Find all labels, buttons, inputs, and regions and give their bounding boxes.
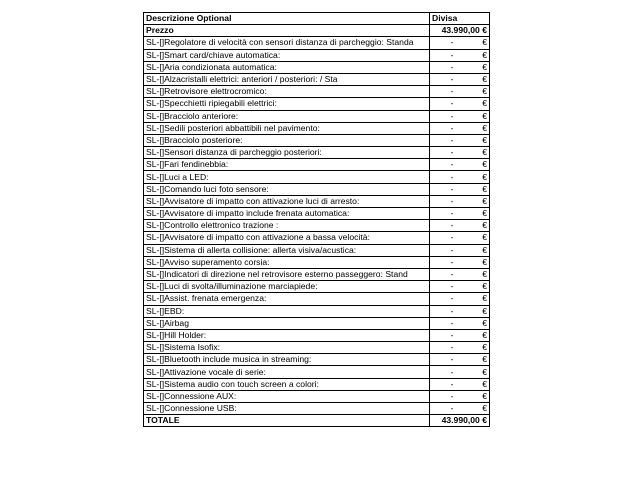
option-label: SL-[]Sistema audio con touch screen a colori: bbox=[144, 378, 430, 390]
table-row bbox=[144, 378, 490, 390]
option-price-dash: - bbox=[450, 134, 454, 145]
option-price-dash: - bbox=[450, 329, 454, 340]
option-price-cell bbox=[430, 61, 490, 73]
option-currency-symbol: € bbox=[482, 208, 487, 219]
option-price-dash: - bbox=[450, 220, 454, 231]
option-currency-symbol: € bbox=[482, 183, 487, 194]
option-price-cell bbox=[430, 110, 490, 122]
option-currency-symbol: € bbox=[482, 366, 487, 377]
option-label: SL-[]Luci a LED: bbox=[144, 171, 430, 183]
table-row bbox=[144, 49, 490, 61]
option-label: SL-[]Luci di svolta/illuminazione marciapiede: bbox=[144, 281, 430, 293]
option-label: SL-[]Attivazione vocale di serie: bbox=[144, 366, 430, 378]
option-currency-symbol: € bbox=[482, 378, 487, 389]
table-row bbox=[144, 354, 490, 366]
table-row bbox=[144, 342, 490, 354]
option-currency-symbol: € bbox=[482, 134, 487, 145]
option-currency-symbol: € bbox=[482, 232, 487, 243]
option-price-cell bbox=[430, 403, 490, 415]
price-row bbox=[144, 25, 490, 37]
option-currency-symbol: € bbox=[482, 281, 487, 292]
table-row bbox=[144, 134, 490, 146]
table-row bbox=[144, 110, 490, 122]
table-row bbox=[144, 183, 490, 195]
table-row bbox=[144, 86, 490, 98]
option-label: SL-[]Sensori distanza di parcheggio posteriori: bbox=[144, 147, 430, 159]
option-label: SL-[]Regolatore di velocità con sensori distanza di parcheggio: Standa bbox=[144, 37, 430, 49]
optional-price-table bbox=[143, 12, 490, 427]
option-label: SL-[]Comando luci foto sensore: bbox=[144, 183, 430, 195]
option-label: SL-[]Alzacristalli elettrici: anteriori / posteriori: / Sta bbox=[144, 73, 430, 85]
table-row bbox=[144, 37, 490, 49]
option-currency-symbol: € bbox=[482, 86, 487, 97]
table-row bbox=[144, 366, 490, 378]
option-price-dash: - bbox=[450, 37, 454, 48]
table-row bbox=[144, 98, 490, 110]
option-label: SL-[]Sistema Isofix: bbox=[144, 342, 430, 354]
option-currency-symbol: € bbox=[482, 305, 487, 316]
option-label: SL-[]Bracciolo anteriore: bbox=[144, 110, 430, 122]
option-label: SL-[]Controllo elettronico trazione : bbox=[144, 220, 430, 232]
option-currency-symbol: € bbox=[482, 98, 487, 109]
option-price-cell bbox=[430, 281, 490, 293]
option-price-cell bbox=[430, 256, 490, 268]
option-price-dash: - bbox=[450, 390, 454, 401]
option-price-dash: - bbox=[450, 171, 454, 182]
option-currency-symbol: € bbox=[482, 195, 487, 206]
option-price-dash: - bbox=[450, 183, 454, 194]
option-currency-symbol: € bbox=[482, 244, 487, 255]
option-price-cell bbox=[430, 232, 490, 244]
total-label: TOTALE bbox=[144, 415, 430, 427]
option-price-cell bbox=[430, 183, 490, 195]
option-price-cell bbox=[430, 86, 490, 98]
option-currency-symbol: € bbox=[482, 49, 487, 60]
option-currency-symbol: € bbox=[482, 403, 487, 414]
option-label: SL-[]Connessione USB: bbox=[144, 403, 430, 415]
option-price-cell bbox=[430, 354, 490, 366]
option-price-cell bbox=[430, 195, 490, 207]
option-price-cell bbox=[430, 366, 490, 378]
table-row bbox=[144, 159, 490, 171]
option-label: SL-[]Sistema di allerta collisione: allerta visiva/acustica: bbox=[144, 244, 430, 256]
table-row bbox=[144, 244, 490, 256]
option-label: SL-[]Sedili posteriori abbattibili nel pavimento: bbox=[144, 122, 430, 134]
option-label: SL-[]Retrovisore elettrocromico: bbox=[144, 86, 430, 98]
option-price-dash: - bbox=[450, 208, 454, 219]
header-row bbox=[144, 13, 490, 25]
option-currency-symbol: € bbox=[482, 110, 487, 121]
total-row bbox=[144, 415, 490, 427]
option-price-cell bbox=[430, 147, 490, 159]
option-price-dash: - bbox=[450, 49, 454, 60]
option-price-cell bbox=[430, 378, 490, 390]
table-row bbox=[144, 122, 490, 134]
option-label: SL-[]Fari fendinebbia: bbox=[144, 159, 430, 171]
table-row bbox=[144, 268, 490, 280]
option-price-dash: - bbox=[450, 232, 454, 243]
option-price-cell bbox=[430, 329, 490, 341]
table-row bbox=[144, 256, 490, 268]
option-currency-symbol: € bbox=[482, 220, 487, 231]
option-label: SL-[]Airbag bbox=[144, 317, 430, 329]
table-row bbox=[144, 195, 490, 207]
option-label: SL-[]Hill Holder: bbox=[144, 329, 430, 341]
option-label: SL-[]Avvisatore di impatto con attivazione a bassa velocità: bbox=[144, 232, 430, 244]
option-price-cell bbox=[430, 293, 490, 305]
option-price-dash: - bbox=[450, 342, 454, 353]
table-row bbox=[144, 147, 490, 159]
option-price-dash: - bbox=[450, 281, 454, 292]
option-label: SL-[]Connessione AUX: bbox=[144, 390, 430, 402]
option-price-dash: - bbox=[450, 305, 454, 316]
option-currency-symbol: € bbox=[482, 61, 487, 72]
option-label: SL-[]Specchietti ripiegabili elettrici: bbox=[144, 98, 430, 110]
table-row bbox=[144, 232, 490, 244]
option-price-dash: - bbox=[450, 256, 454, 267]
table-row bbox=[144, 305, 490, 317]
option-price-dash: - bbox=[450, 354, 454, 365]
option-price-dash: - bbox=[450, 293, 454, 304]
option-price-dash: - bbox=[450, 195, 454, 206]
table-row bbox=[144, 317, 490, 329]
option-price-cell bbox=[430, 317, 490, 329]
currency-header: Divisa bbox=[430, 13, 490, 25]
option-price-cell bbox=[430, 159, 490, 171]
table-row bbox=[144, 61, 490, 73]
table-row bbox=[144, 293, 490, 305]
option-price-dash: - bbox=[450, 244, 454, 255]
option-label: SL-[]Avvisatore di impatto include frenata automatica: bbox=[144, 208, 430, 220]
table-row bbox=[144, 329, 490, 341]
table-row bbox=[144, 390, 490, 402]
option-price-dash: - bbox=[450, 378, 454, 389]
option-price-dash: - bbox=[450, 110, 454, 121]
option-label: SL-[]Bracciolo posteriore: bbox=[144, 134, 430, 146]
option-label: SL-[]Bluetooth include musica in streaming: bbox=[144, 354, 430, 366]
option-price-cell bbox=[430, 268, 490, 280]
option-currency-symbol: € bbox=[482, 293, 487, 304]
option-label: SL-[]Aria condizionata automatica: bbox=[144, 61, 430, 73]
option-currency-symbol: € bbox=[482, 390, 487, 401]
description-header: Descrizione Optional bbox=[144, 13, 430, 25]
option-price-cell bbox=[430, 244, 490, 256]
price-label: Prezzo bbox=[144, 25, 430, 37]
option-price-dash: - bbox=[450, 403, 454, 414]
option-currency-symbol: € bbox=[482, 37, 487, 48]
option-currency-symbol: € bbox=[482, 147, 487, 158]
option-price-cell bbox=[430, 390, 490, 402]
table-row bbox=[144, 220, 490, 232]
option-price-dash: - bbox=[450, 317, 454, 328]
option-currency-symbol: € bbox=[482, 317, 487, 328]
option-price-cell bbox=[430, 208, 490, 220]
option-label: SL-[]Avvisatore di impatto con attivazione luci di arresto: bbox=[144, 195, 430, 207]
option-price-cell bbox=[430, 171, 490, 183]
option-price-dash: - bbox=[450, 61, 454, 72]
table-row bbox=[144, 208, 490, 220]
price-value: 43.990,00 € bbox=[430, 25, 490, 37]
option-price-cell bbox=[430, 98, 490, 110]
option-currency-symbol: € bbox=[482, 256, 487, 267]
option-currency-symbol: € bbox=[482, 171, 487, 182]
option-price-cell bbox=[430, 305, 490, 317]
option-price-dash: - bbox=[450, 366, 454, 377]
option-price-cell bbox=[430, 220, 490, 232]
option-price-dash: - bbox=[450, 98, 454, 109]
option-price-cell bbox=[430, 37, 490, 49]
option-price-cell bbox=[430, 342, 490, 354]
option-price-dash: - bbox=[450, 159, 454, 170]
option-label: SL-[]Assist. frenata emergenza: bbox=[144, 293, 430, 305]
option-label: SL-[]EBD: bbox=[144, 305, 430, 317]
option-price-dash: - bbox=[450, 147, 454, 158]
option-price-dash: - bbox=[450, 74, 454, 85]
option-currency-symbol: € bbox=[482, 342, 487, 353]
option-currency-symbol: € bbox=[482, 122, 487, 133]
option-price-dash: - bbox=[450, 122, 454, 133]
option-currency-symbol: € bbox=[482, 159, 487, 170]
option-currency-symbol: € bbox=[482, 74, 487, 85]
option-price-dash: - bbox=[450, 86, 454, 97]
table-row bbox=[144, 73, 490, 85]
option-currency-symbol: € bbox=[482, 329, 487, 340]
option-price-cell bbox=[430, 73, 490, 85]
option-label: SL-[]Smart card/chiave automatica: bbox=[144, 49, 430, 61]
option-currency-symbol: € bbox=[482, 354, 487, 365]
option-label: SL-[]Indicatori di direzione nel retrovisore esterno passeggero: Stand bbox=[144, 268, 430, 280]
option-price-dash: - bbox=[450, 269, 454, 280]
option-price-cell bbox=[430, 49, 490, 61]
option-label: SL-[]Avviso superamento corsia: bbox=[144, 256, 430, 268]
table-body bbox=[144, 13, 490, 427]
table-row bbox=[144, 403, 490, 415]
option-price-cell bbox=[430, 122, 490, 134]
option-currency-symbol: € bbox=[482, 269, 487, 280]
total-value: 43.990,00 € bbox=[430, 415, 490, 427]
table-row bbox=[144, 281, 490, 293]
table-row bbox=[144, 171, 490, 183]
option-price-cell bbox=[430, 134, 490, 146]
